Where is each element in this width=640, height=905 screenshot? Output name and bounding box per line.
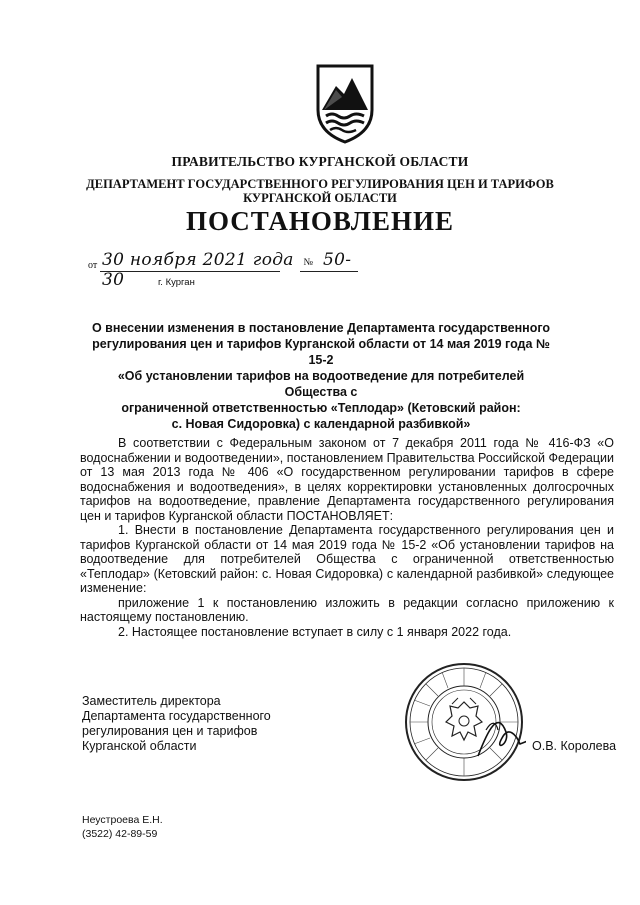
subject-line: О внесении изменения в постановление Департамента государственного [91, 321, 551, 335]
body-paragraph: В соответствии с Федеральным законом от 7 декабря 2011 года № 416-ФЗ «О водоснабжении и водоотведении», постановлением Правительства Российской Федерации от 13 мая 2013 года № 406 «О государственном регулировании тарифов в сфере водоснабжения и водоотведения», в целях корректировки установленных долгосрочных тарифов на водоотведение, правление Департамента государственного регулирования цен и тарифов Курганской области ПОСТАНОВЛЯЕТ: [80, 436, 614, 523]
subject-line: с. Новая Сидоровка) с календарной разбивкой» [171, 417, 471, 431]
document-body [80, 436, 614, 639]
signer-position-line: регулирования цен и тарифов [82, 724, 258, 738]
city-label: г. Курган [158, 277, 195, 288]
subject-line: ограниченной ответственностью «Теплодар» (Кетовский район: [121, 401, 521, 415]
department-title [0, 177, 640, 205]
document-date: 30 ноября 2021 года [102, 250, 294, 270]
department-title-line: КУРГАНСКОЙ ОБЛАСТИ [243, 191, 397, 205]
government-title: ПРАВИТЕЛЬСТВО КУРГАНСКОЙ ОБЛАСТИ [171, 154, 469, 169]
document-date-handwritten [102, 250, 372, 290]
body-paragraph: 2. Настоящее постановление вступает в силу с 1 января 2022 года. [118, 624, 512, 639]
department-title-line: ДЕПАРТАМЕНТ ГОСУДАРСТВЕННОГО РЕГУЛИРОВАНИЯ ЦЕН И ТАРИФОВ [86, 177, 554, 191]
executor-name: Неустроева Е.Н. [82, 814, 163, 826]
date-prefix: от [88, 260, 98, 271]
signer-position-line: Заместитель директора [82, 694, 221, 708]
signer-position [82, 694, 271, 754]
document-type: ПОСТАНОВЛЕНИЕ [185, 206, 455, 236]
body-paragraph: приложение 1 к постановлению изложить в редакции согласно приложению к настоящему постановлению. [80, 595, 614, 624]
number-label: № [303, 257, 314, 268]
body-paragraph: 1. Внести в постановление Департамента государственного регулирования цен и тарифов Курганской области от 14 мая 2019 года № 15-2 «Об установлении тарифов на водоотведение для потребителей Общества с ограниченной ответственностью «Теплодар» (Кетовский район: с. Новая Сидоровка) с календарной разбивкой» следующее изменение: [80, 523, 614, 595]
executor-phone: (3522) 42-89-59 [82, 828, 158, 840]
official-seal-icon [402, 660, 526, 784]
document-number: 50-30 [102, 250, 352, 290]
signer-position-line: Курганской области [82, 739, 197, 753]
document-subject [90, 320, 552, 432]
subject-line: «Об установлении тарифов на водоотведение для потребителей Общества с [117, 369, 525, 399]
kurgan-coat-of-arms-icon [314, 64, 376, 144]
subject-line: регулирования цен и тарифов Курганской области от 14 мая 2019 года № 15-2 [92, 337, 550, 367]
executor-info [82, 813, 163, 841]
signer-name: О.В. Королева [532, 739, 617, 753]
signer-position-line: Департамента государственного [82, 709, 271, 723]
